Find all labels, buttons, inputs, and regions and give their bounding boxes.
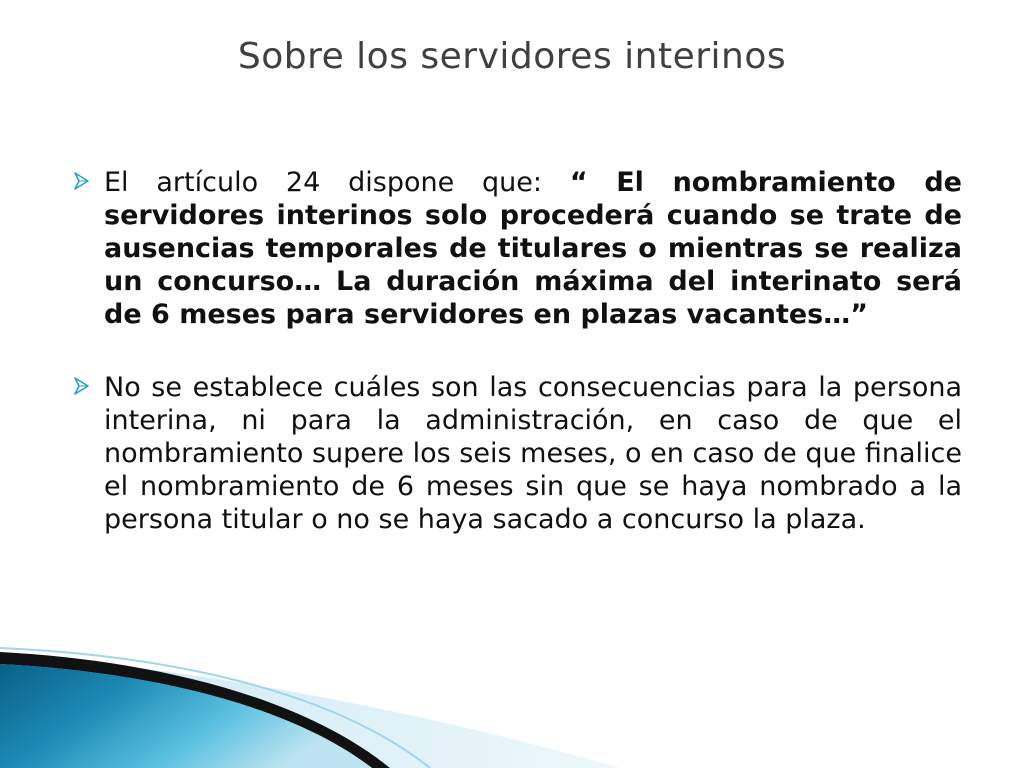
bullet-quote: “ El nombramiento de servidores interinos solo procederá cuando se trate de ausencias temporales de titulares o mientras se realiza un concurso… La duración máxima del interinato será de 6 meses para servidores en plazas vacantes…” [104,167,962,330]
bullet-list [74,166,962,576]
arrow-bullet-icon [74,172,90,190]
bullet-item-article-24 [74,166,962,331]
arrow-bullet-icon [74,377,90,395]
bullet-text [104,166,962,331]
slide-title: Sobre los servidores interinos [237,36,787,77]
bullet-prefix: El artículo 24 dispone que: [104,167,570,198]
bullet-item-consequences [74,371,962,536]
bullet-text: No se establece cuáles son las consecuencias para la persona interina, ni para la administración, en caso de que el nombramiento supere los seis meses, o en caso de que finalice el nombramiento de 6 meses sin que se haya nombrado a la persona titular o no se haya sacado a concurso la plaza. [104,372,962,535]
